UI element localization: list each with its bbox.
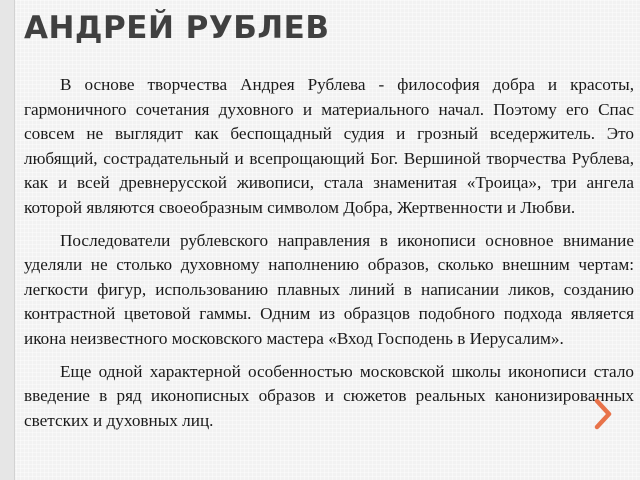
paragraph-3: Еще одной характерной особенностью московской школы иконописи стало введение в ряд иконописных образов и сюжетов реальных канонизированных светских и духовных лиц. xyxy=(24,361,634,430)
chevron-right-icon[interactable] xyxy=(592,397,614,431)
slide-body xyxy=(24,73,634,441)
paragraph-1: В основе творчества Андрея Рублева - философия добра и красоты, гармоничного сочетания духовного и материального начал. Поэтому его Спас совсем не выглядит как беспощадный судия и грозный вседержитель. Это любящий, сострадательный и всепрощающий Бог. Вершиной творчества Рублева, как и всей древнерусской живописи, стала знаменитая «Троица», три ангела которой являются своеобразным символом Добра, Жертвенности и Любви. xyxy=(24,75,634,217)
slide-left-border xyxy=(0,0,15,480)
paragraph-2: Последователи рублевского направления в иконописи основное внимание уделяли не столько духовному наполнению образов, сколько внешним чертам: легкости фигур, использованию плавных линий в написании ликов, созданию контрастной цветовой гаммы. Одним из образцов подобного подхода является икона неизвестного московского мастера «Вход Господень в Иерусалим». xyxy=(24,230,634,348)
slide-title: АНДРЕЙ РУБЛЕВ xyxy=(24,10,330,46)
